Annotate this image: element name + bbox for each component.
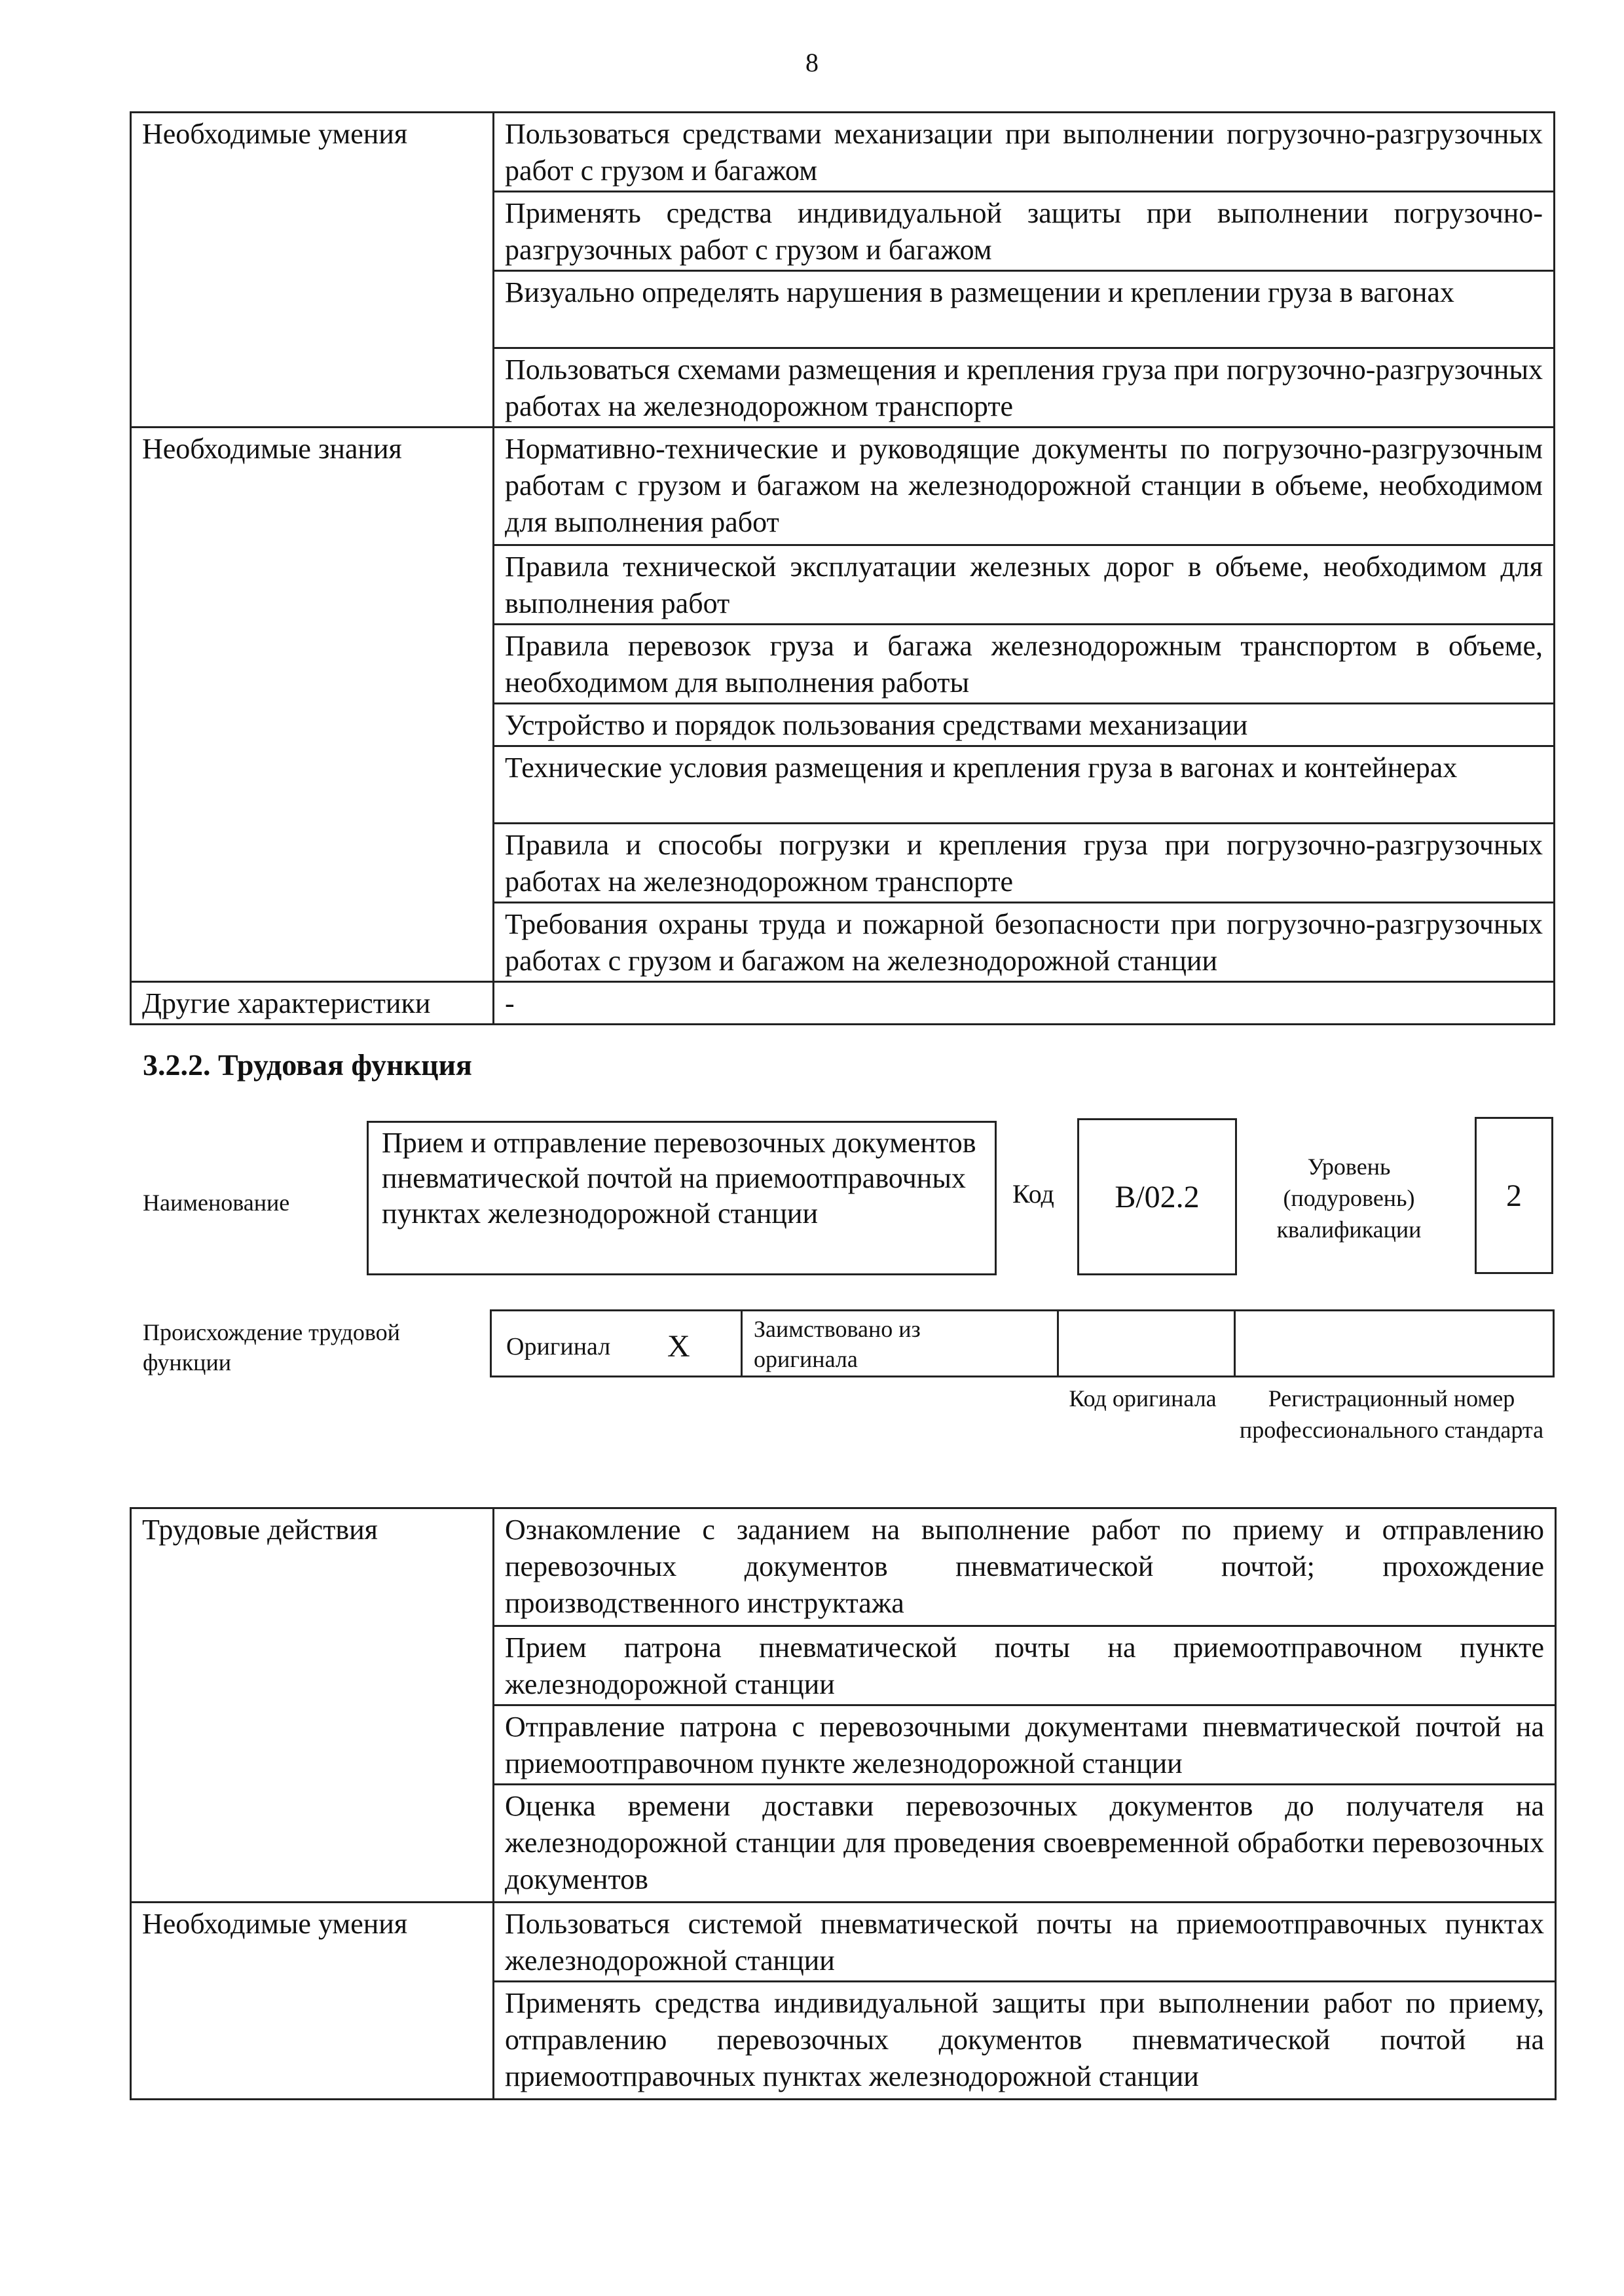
row-label-actions: Трудовые действия <box>131 1508 494 1903</box>
row-label-skills-2: Необходимые умения <box>131 1903 494 2100</box>
table-cell: Правила перевозок груза и багажа железнодорожным транспортом в объеме, необходимом для выполнения работы <box>494 625 1555 704</box>
bottom-table <box>130 1507 1557 2100</box>
divider <box>1234 1311 1236 1376</box>
divider <box>1057 1311 1059 1376</box>
table-cell: Применять средства индивидуальной защиты при выполнении работ по приему, отправлению перевозочных документов пневматической почтой на приемоотправочных пунктах железнодорожной станции <box>494 1982 1556 2100</box>
table-cell: Правила и способы погрузки и крепления груза при погрузочно-разгрузочных работах на железнодорожном транспорте <box>494 824 1555 903</box>
page-number: 8 <box>805 48 819 77</box>
table-cell: Пользоваться схемами размещения и крепления груза при погрузочно-разгрузочных работах на железнодорожном транспорте <box>494 348 1555 428</box>
origin-table <box>490 1309 1555 1377</box>
table-cell: Отправление патрона с перевозочными документами пневматической почтой на приемоотправочном пункте железнодорожной станции <box>494 1705 1556 1785</box>
section-heading: 3.2.2. Трудовая функция <box>143 1048 472 1082</box>
table-cell: Применять средства индивидуальной защиты при выполнении погрузочно-разгрузочных работ с грузом и багажом <box>494 192 1555 271</box>
level-box <box>1475 1117 1553 1274</box>
table-cell: Правила технической эксплуатации железных дорог в объеме, необходимом для выполнения работ <box>494 545 1555 625</box>
row-label-skills: Необходимые умения <box>131 113 494 428</box>
code-caption: Код оригинала <box>1069 1385 1217 1412</box>
origin-label: Происхождение трудовой функции <box>143 1319 400 1376</box>
top-table <box>130 111 1555 1025</box>
table-cell: Оценка времени доставки перевозочных документов до получателя на железнодорожной станции для проведения своевременной обработки перевозочных документов <box>494 1785 1556 1903</box>
row-label-other: Другие характеристики <box>131 982 494 1025</box>
level-value: 2 <box>1506 1178 1522 1213</box>
table-cell: Требования охраны труда и пожарной безопасности при погрузочно-разгрузочных работах с грузом и багажом на железнодорожной станции <box>494 903 1555 982</box>
divider <box>741 1311 743 1376</box>
code-value: B/02.2 <box>1115 1179 1200 1214</box>
code-box <box>1077 1118 1237 1275</box>
reg-caption: Регистрационный номер профессионального стандарта <box>1239 1385 1544 1443</box>
name-box <box>367 1121 997 1275</box>
table-cell: Устройство и порядок пользования средствами механизации <box>494 704 1555 746</box>
name-value: Прием и отправление перевозочных документов пневматической почтой на приемоотправочных пунктах железнодорожной станции <box>382 1127 976 1230</box>
level-label: Уровень (подуровень) квалификации <box>1276 1154 1422 1243</box>
table-cell: Пользоваться системой пневматической почты на приемоотправочных пунктах железнодорожной станции <box>494 1903 1556 1982</box>
code-label: Код <box>1012 1179 1054 1209</box>
table-cell: Нормативно-технические и руководящие документы по погрузочно-разгрузочным работам с грузом и багажом на железнодорожной станции в объеме, необходимом для выполнения работ <box>494 428 1555 545</box>
row-label-knowledge: Необходимые знания <box>131 428 494 982</box>
borrowed-label: Заимствовано из оригинала <box>754 1316 921 1372</box>
table-cell: Технические условия размещения и крепления груза в вагонах и контейнерах <box>494 746 1555 824</box>
table-cell: Ознакомление с заданием на выполнение работ по приему и отправлению перевозочных документов пневматической почтой; прохождение производственного инструктажа <box>494 1508 1556 1626</box>
original-label: Оригинал <box>506 1333 611 1360</box>
table-cell: - <box>494 982 1555 1025</box>
original-mark: X <box>667 1329 690 1364</box>
table-cell: Пользоваться средствами механизации при выполнении погрузочно-разгрузочных работ с грузом и багажом <box>494 113 1555 192</box>
name-label: Наименование <box>143 1190 290 1216</box>
table-cell: Визуально определять нарушения в размещении и креплении груза в вагонах <box>494 271 1555 348</box>
table-cell: Прием патрона пневматической почты на приемоотправочном пункте железнодорожной станции <box>494 1626 1556 1705</box>
